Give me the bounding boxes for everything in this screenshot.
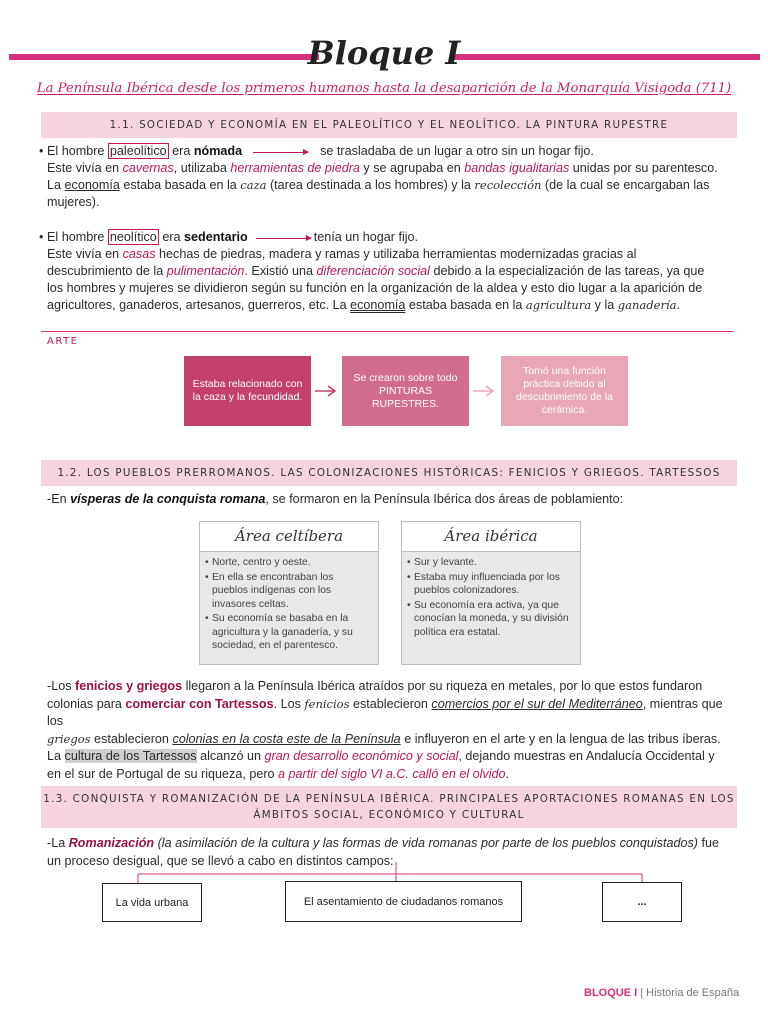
footer: BLOQUE I | Historia de España xyxy=(584,987,740,999)
paragraph-line: colonias para comerciar con Tartessos. Los fenicios establecieron comercios por el sur del Mediterráneo, mientras que los xyxy=(47,696,723,728)
section-heading-1-3: 1.3. CONQUISTA Y ROMANIZACIÓN DE LA PENÍNSULA IBÉRICA. PRINCIPALES APORTACIONES ROMANAS EN LOS ÁMBITOS SOCIAL, ECONÓMICO Y CULTURAL xyxy=(41,786,737,828)
divider xyxy=(41,331,733,332)
arte-step-3: Tomó una función práctica debido al descubrimiento de la cerámica. xyxy=(501,356,628,426)
arte-label: ARTE xyxy=(47,336,79,347)
intro-paragraph: -En vísperas de la conquista romana, se formaron en la Península Ibérica dos áreas de poblamiento: xyxy=(47,492,624,506)
paragraph-line: El hombre neolítico era sedentario tenía un hogar fijo. xyxy=(47,230,419,244)
paragraph-line: agricultores, ganaderos, artesanos, guerreros, etc. La economía estaba basada en la agricultura y la ganadería. xyxy=(47,298,680,312)
list-item: • En ella se encontraban los pueblos indígenas con los invasores celtas. xyxy=(206,571,372,612)
box-asentamiento: El asentamiento de ciudadanos romanos xyxy=(285,881,522,922)
list-item: • Su economía era activa, ya que conocían la moneda, y su división política era estatal. xyxy=(408,599,574,640)
section-heading-1-2: 1.2. LOS PUEBLOS PRERROMANOS. LAS COLONIZACIONES HISTÓRICAS: FENICIOS Y GRIEGOS. TARTESSOS xyxy=(41,460,737,486)
paragraph-line: Este vivía en cavernas, utilizaba herramientas de piedra y se agrupaba en bandas igualitarias unidas por su parentesco. xyxy=(47,161,718,175)
paragraph-line: descubrimiento de la pulimentación. Existió una diferenciación social debido a la especialización de las tareas, ya que xyxy=(47,264,705,278)
bullet: • xyxy=(39,230,44,244)
list-item: • Su economía se basaba en la agricultura y la ganadería, y su sociedad, en el parentesco. xyxy=(206,612,372,653)
paragraph-colonizaciones xyxy=(47,678,737,783)
paragraph-line: en el sur de Portugal de su riqueza, pero a partir del siglo VI a.C. calló en el olvido. xyxy=(47,766,510,781)
arrow-icon xyxy=(253,152,308,153)
box-vida-urbana: La vida urbana xyxy=(102,883,202,922)
page-subtitle: La Península Ibérica desde los primeros humanos hasta la desaparición de la Monarquía Visigoda (711) xyxy=(36,81,732,96)
paragraph-line: un proceso desigual, que se llevó a cabo en distintos campos: xyxy=(47,854,394,868)
paragraph-neolitico xyxy=(39,229,737,314)
list-item: • Estaba muy influenciada por los pueblos colonizadores. xyxy=(408,571,574,598)
paragraph-line: -Los fenicios y griegos llegaron a la Península Ibérica atraídos por su riqueza en metales, por lo que estos fundaron xyxy=(47,679,703,693)
bullet: • xyxy=(39,144,44,158)
area-celtibera xyxy=(199,521,379,665)
arrow-icon xyxy=(256,238,311,239)
arte-step-2: Se crearon sobre todo PINTURAS RUPESTRES. xyxy=(342,356,469,426)
arrow-right-icon xyxy=(472,384,496,398)
box-ellipsis: ... xyxy=(602,882,682,922)
paragraph-line: La economía estaba basada en la caza (tarea destinada a los hombres) y la recolección (de la cual se encargaban las xyxy=(47,178,710,192)
page-title: Bloque I xyxy=(307,34,461,72)
area-title: Área celtíbera xyxy=(200,522,378,552)
section-heading-1-1: 1.1. SOCIEDAD Y ECONOMÍA EN EL PALEOLÍTICO Y EL NEOLÍTICO. LA PINTURA RUPESTRE xyxy=(41,112,737,138)
arrow-right-icon xyxy=(314,384,338,398)
arte-step-1: Estaba relacionado con la caza y la fecundidad. xyxy=(184,356,311,426)
paragraph-line: -La Romanización (la asimilación de la cultura y las formas de vida romanas por parte de los pueblos conquistados) fue xyxy=(47,836,720,850)
area-iberica xyxy=(401,521,581,665)
paragraph-paleolitico xyxy=(39,143,737,211)
paragraph-line: El hombre paleolítico era nómada se trasladaba de un lugar a otro sin un hogar fijo. xyxy=(47,144,594,158)
paragraph-line: los hombres y mujeres se dividieron según su función en la organización de la aldea y esto dio lugar a la aparición de xyxy=(47,281,703,295)
list-item: • Norte, centro y oeste. xyxy=(206,556,372,570)
area-title: Área ibérica xyxy=(402,522,580,552)
paragraph-line: mujeres). xyxy=(47,195,100,209)
paragraph-line: La cultura de los Tartessos alcanzó un gran desarrollo económico y social, dejando muestras en Andalucía Occidental y xyxy=(47,749,715,763)
paragraph-line: griegos establecieron colonias en la costa este de la Península e influyeron en el arte y en la lengua de las tribus íberas. xyxy=(47,731,721,746)
list-item: • Sur y levante. xyxy=(408,556,574,570)
paragraph-line: Este vivía en casas hechas de piedras, madera y ramas y utilizaba herramientas modernizadas gracias al xyxy=(47,247,637,261)
